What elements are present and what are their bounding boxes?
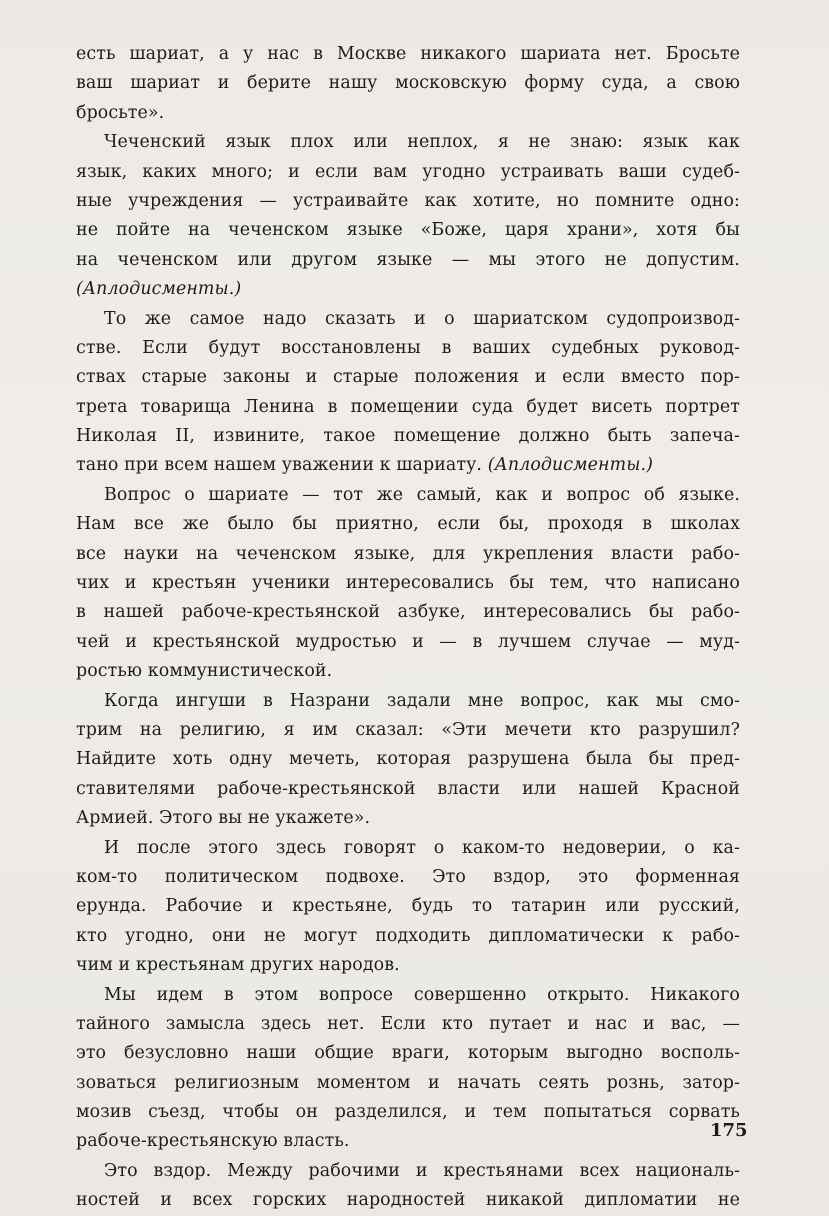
text-line: Николая II, извините, такое помещение должно быть запеча- [76,426,740,447]
text-line: не пойте на чеченском языке «Боже, царя храни», хотя бы [76,220,740,241]
text-line: ваш шариат и берите нашу московскую форму суда, а свою [76,73,740,94]
text-line: Армией. Этого вы не укажете». [76,808,371,829]
text-line: стве. Если будут восстановлены в ваших судебных руковод- [76,337,740,358]
text-line: ростью коммунистической. [76,661,333,682]
text-line: тайного замысла здесь нет. Если кто путает и нас и вас, — [76,1013,740,1034]
text-line: ностей и всех горских народностей никакой дипломатии не [76,1190,740,1211]
paragraph [76,1157,740,1216]
text-line: тано при всем нашем уважении к шариату. (Аплодисменты.) [76,455,653,476]
text-line: Вопрос о шариате — тот же самый, как и вопрос об языке. [104,484,740,505]
paragraph [76,305,740,481]
text-line: есть шариат, а у нас в Москве никакого шариата нет. Бросьте [76,44,740,64]
text-line: на чеченском или другом языке — мы этого не допустим. [76,249,740,270]
text-line: Когда ингуши в Назрани задали мне вопрос, как мы смо- [104,690,740,711]
text-line: чих и крестьян ученики интересовались бы тем, что написано [76,573,740,594]
text-line: ные учреждения — устраивайте как хотите, но помните одно: [76,190,740,211]
text-line: зоваться религиозным моментом и начать сеять рознь, затор- [76,1072,740,1093]
paragraph [76,834,740,981]
text-line: все науки на чеченском языке, для укрепления власти рабо- [76,543,740,564]
paragraph [76,687,740,834]
text-line: рабоче-крестьянскую власть. [76,1131,350,1152]
text-line: ком-то политическом подвохе. Это вздор, это форменная [76,866,740,887]
text-line: чей и крестьянской мудростью и — в лучшем случае — муд- [76,631,740,652]
page-number: 175 [710,1120,748,1141]
text-line: ствах старые законы и старые положения и если вместо пор- [76,367,740,388]
text-line: мозив съезд, чтобы он разделился, и тем попытаться сорвать [76,1102,740,1123]
text-line: в нашей рабоче-крестьянской азбуке, интересовались бы рабо- [76,602,740,623]
text-line: ерунда. Рабочие и крестьяне, будь то татарин или русский, [76,896,740,917]
text-line: Мы идем в этом вопросе совершенно открыто. Никакого [104,984,740,1005]
paragraph [76,981,740,1157]
text-line: кто угодно, они не могут подходить дипломатически к рабо- [76,925,740,946]
text-line: чим и крестьянам других народов. [76,955,400,976]
text-line [76,275,740,304]
text-line: бросьте». [76,102,165,123]
text-line: язык, каких много; и если вам угодно устраивать ваши судеб- [76,161,740,182]
text-line: Чеченский язык плох или неплох, я не знаю: язык как [104,132,740,153]
text-line: трим на религию, я им сказал: «Эти мечети кто разрушил? [76,719,740,740]
text-line: Найдите хоть одну мечеть, которая разрушена была бы пред- [76,749,740,770]
paragraph [76,481,740,687]
paragraph [76,40,740,128]
text-line: Это вздор. Между рабочими и крестьянами всех националь- [104,1160,740,1181]
text-line: трета товарища Ленина в помещении суда будет висеть портрет [76,396,740,417]
paragraph [76,128,740,304]
text-line: это безусловно наши общие враги, которым выгодно восполь- [76,1043,740,1064]
applause-note: (Аплодисменты.) [76,279,242,300]
text-line: Нам все же было бы приятно, если бы, проходя в школах [76,514,740,535]
text-line: То же самое надо сказать и о шариатском судопроизвод- [104,308,740,329]
applause-note: (Аплодисменты.) [487,455,653,476]
text-line: ставителями рабоче-крестьянской власти или нашей Красной [76,778,740,799]
body-text [76,40,740,1216]
text-line: И после этого здесь говорят о каком-то недоверии, о ка- [104,837,740,858]
